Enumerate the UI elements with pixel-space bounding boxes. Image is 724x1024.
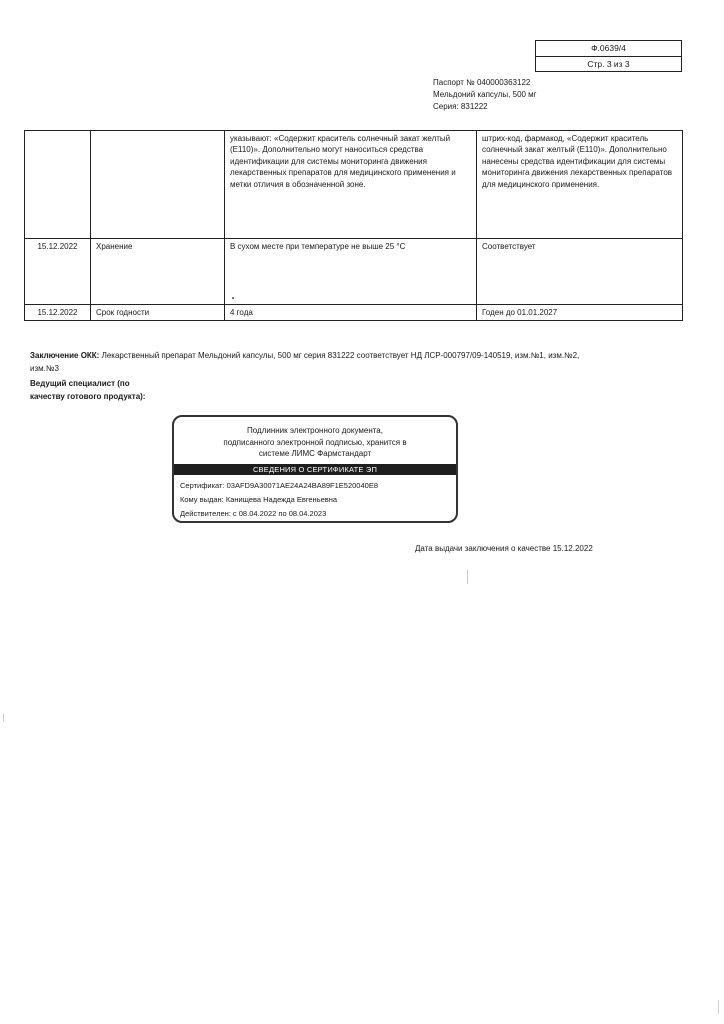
series-number: Серия: 831222 bbox=[433, 102, 488, 111]
certificate-info-bar: СВЕДЕНИЯ О СЕРТИФИКАТЕ ЭП bbox=[174, 464, 456, 475]
row-date bbox=[25, 131, 91, 239]
row-result: штрих-код, фармакод, «Содержит краситель солнечный закат желтый (Е110)». Дополнительно нанесены средства идентификации для системы мониторинга движения лекарственных препаратов для медицинского применения. bbox=[477, 131, 683, 239]
row-requirement: В сухом месте при температуре не выше 25 °С bbox=[225, 239, 477, 305]
row-indicator bbox=[91, 131, 225, 239]
form-code-box bbox=[535, 40, 682, 72]
row-indicator: Хранение bbox=[91, 239, 225, 305]
scan-mark bbox=[467, 570, 468, 584]
stamp-line-1: Подлинник электронного документа, bbox=[247, 426, 383, 435]
conclusion-text: Лекарственный препарат Мельдоний капсулы, 500 мг серия 831222 соответствует НД ЛСР-000797/09-140519, изм.№1, изм.№2, изм.№3 bbox=[30, 351, 580, 373]
conclusion-block bbox=[30, 349, 590, 375]
form-code: Ф.0639/4 bbox=[591, 43, 626, 53]
stamp-header bbox=[174, 417, 456, 464]
passport-number: Паспорт № 040000363122 bbox=[433, 78, 531, 87]
row-result: Годен до 01.01.2027 bbox=[477, 305, 683, 321]
table-row bbox=[25, 305, 683, 321]
stamp-line-3: системе ЛИМС Фармстандарт bbox=[258, 449, 372, 458]
certificate-details bbox=[174, 475, 456, 521]
certificate-serial: Сертификат: 03AFD9A30071AE24A24BA89F1E520040E8 bbox=[180, 481, 378, 490]
conclusion-label: Заключение ОКК: bbox=[30, 351, 100, 360]
row-date: 15.12.2022 bbox=[25, 305, 91, 321]
issue-date: Дата выдачи заключения о качестве 15.12.2022 bbox=[415, 544, 593, 553]
lead-specialist-label: Ведущий специалист (по качеству готового продукта): bbox=[30, 379, 146, 401]
table-row bbox=[25, 131, 683, 239]
row-requirement: указывают: «Содержит краситель солнечный закат желтый (Е110)». Дополнительно могут наноситься средства идентификации для системы мониторинга движения лекарственных препаратов для медицинского применения и метки отличия в обозначенной зоне. bbox=[225, 131, 477, 239]
certificate-validity: Действителен: с 08.04.2022 по 08.04.2023 bbox=[180, 509, 327, 518]
e-signature-stamp bbox=[172, 415, 458, 523]
row-requirement: 4 года bbox=[225, 305, 477, 321]
scan-mark bbox=[3, 714, 4, 722]
page-number: Стр. 3 из 3 bbox=[536, 56, 681, 72]
table-row bbox=[25, 239, 683, 305]
certificate-owner: Кому выдан: Канищева Надежда Евгеньевна bbox=[180, 495, 338, 504]
scan-mark bbox=[718, 1000, 719, 1014]
passport-header bbox=[433, 77, 537, 113]
row-indicator: Срок годности bbox=[91, 305, 225, 321]
row-date: 15.12.2022 bbox=[25, 239, 91, 305]
product-name: Мельдоний капсулы, 500 мг bbox=[433, 90, 537, 99]
results-table bbox=[24, 130, 683, 321]
stamp-line-2: подписанного электронной подписью, хранится в bbox=[223, 437, 407, 447]
scan-mark bbox=[232, 297, 234, 299]
row-result: Соответствует bbox=[477, 239, 683, 305]
